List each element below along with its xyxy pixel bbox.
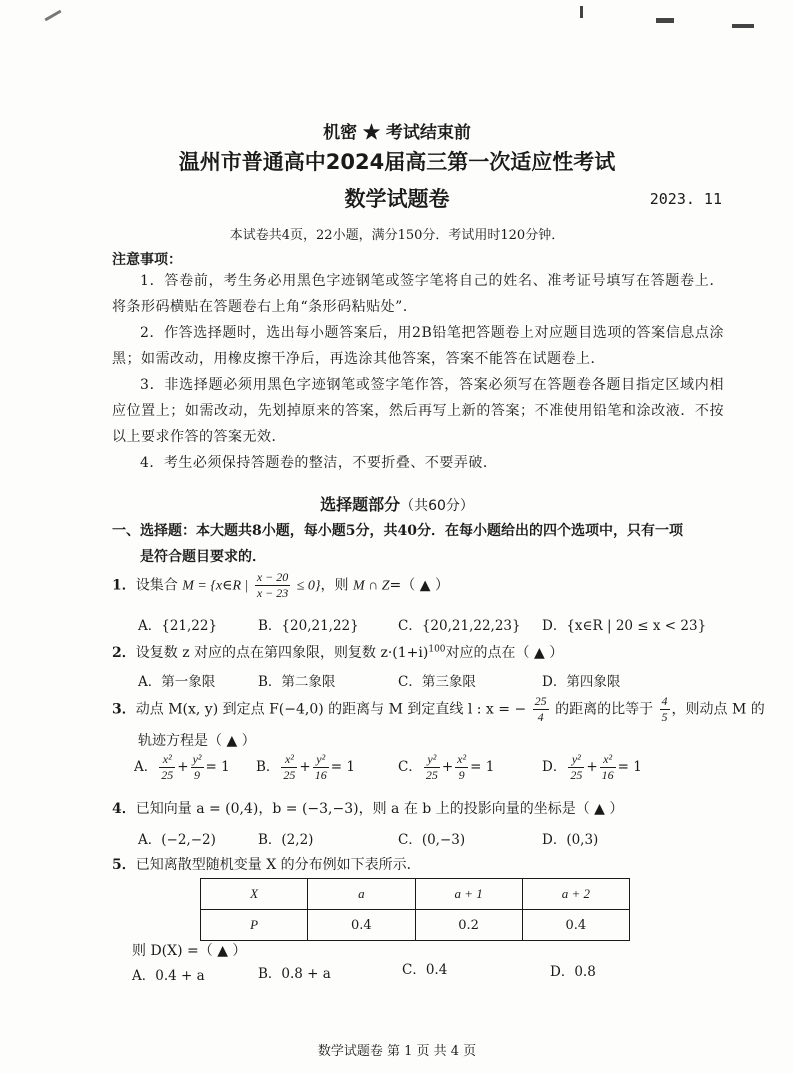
table-cell: a + 2 <box>522 879 629 910</box>
q2-option-a: A．第一象限 <box>138 674 216 690</box>
distribution-table <box>200 878 630 941</box>
q3-fraction-2 <box>660 694 670 725</box>
confidential-label: 机密 ★ 考试结束前 <box>323 123 471 143</box>
table-cell: P <box>201 910 308 941</box>
q3-b-d2: 16 <box>314 768 327 782</box>
q3-frac2-num: 4 <box>661 694 668 708</box>
q1-fraction <box>255 570 290 601</box>
q3-d-label: D． <box>542 759 567 775</box>
q3-a-n2: y² <box>192 752 202 766</box>
q3-b-n2: y² <box>313 752 329 768</box>
q3-a-frac1 <box>159 752 175 783</box>
q3-b-n1: x² <box>281 752 297 768</box>
notice-list <box>112 268 724 476</box>
scan-mark-top-center <box>580 6 583 18</box>
q3-a-label: A． <box>134 759 158 775</box>
q3-number: 3． <box>112 701 136 718</box>
q3-option-a: A． $\frac{\text{x²}}{25}$ + $\frac{\text{y²}}{9}$ = 1 <box>134 752 230 782</box>
q1-number: 1． <box>112 577 136 594</box>
table-cell: 0.4 <box>308 910 415 941</box>
scan-mark-top-right1 <box>656 18 674 23</box>
table-cell: 0.4 <box>522 910 629 941</box>
q5-option-c: C．0.4 <box>402 962 448 978</box>
q3-frac2-den: 5 <box>661 710 668 724</box>
q3-text-c: ，则动点 M 的 <box>671 701 765 718</box>
q2-power: 100 <box>428 644 446 655</box>
q5-question: 则 D(X) =（ ▲ ） <box>132 943 247 959</box>
q5-number: 5． <box>112 857 136 873</box>
q3-d-frac2 <box>600 752 616 783</box>
q3-b-d1: 25 <box>283 768 296 782</box>
question-1 <box>112 570 449 601</box>
q3-d-n1: y² <box>568 752 584 768</box>
question-2 <box>112 642 563 662</box>
q1-option-c: C．{20,21,22,23} <box>398 618 521 634</box>
q1-option-d: D．{x∈R | 20 ≤ x < 23} <box>542 618 707 634</box>
q3-frac1-den: 4 <box>537 710 544 724</box>
notice-item-4: 4．考生必须保持答题卷的整洁，不要折叠、不要弄破． <box>140 455 498 471</box>
q5-option-b: B．0.8 + a <box>258 966 331 982</box>
q3-b-label: B． <box>256 759 280 775</box>
q4-option-b: B．(2,2) <box>258 832 314 848</box>
q3-line-2: 轨迹方程是（ ▲ ） <box>138 733 256 749</box>
scan-mark-top-right2 <box>732 24 754 28</box>
q1-option-b: B．{20,21,22} <box>258 618 359 634</box>
exam-subtitle: 数学试题卷 <box>344 187 450 211</box>
page-footer: 数学试题卷 第 1 页 共 4 页 <box>317 1044 477 1059</box>
q3-d-d1: 25 <box>570 768 583 782</box>
q1-option-a: A．{21,22} <box>138 618 218 634</box>
table-cell: a <box>308 879 415 910</box>
q1-set-rhs: ≤ 0} <box>296 578 321 594</box>
exam-title: 温州市普通高中2024届高三第一次适应性考试 <box>178 150 616 174</box>
q3-a-frac2 <box>191 752 204 783</box>
q5-option-d: D．0.8 <box>550 964 596 980</box>
table-cell: 0.2 <box>415 910 522 941</box>
q1-tail: =（ ▲ ） <box>389 577 449 594</box>
q3-fraction-1 <box>533 694 549 725</box>
q2-option-c: C．第三象限 <box>398 674 476 690</box>
q3-d-frac1 <box>568 752 584 783</box>
exam-intro: 本试卷共4页，22小题，满分150分．考试用时120分钟． <box>229 228 565 243</box>
q3-text-b: 的距离的比等于 <box>555 701 654 718</box>
section-instruction-2: 是符合题目要求的． <box>140 549 266 565</box>
q3-a-rhs: = 1 <box>205 759 230 775</box>
q3-c-frac2 <box>455 752 468 783</box>
q1-frac-num: x − 20 <box>256 570 289 584</box>
question-5 <box>112 854 421 874</box>
q3-a-d1: 25 <box>161 768 174 782</box>
notice-heading: 注意事项： <box>112 252 182 268</box>
question-3 <box>112 694 765 725</box>
section-instruction-1: 一、选择题：本大题共8小题，每小题5分，共40分．在每小题给出的四个选项中，只有一项 <box>112 523 683 539</box>
q3-c-rhs: = 1 <box>470 759 495 775</box>
q1-post: ，则 <box>320 577 349 594</box>
q3-b-frac2 <box>313 752 329 783</box>
notice-item-1: 1．答卷前，考生务必用黑色字迹钢笔或签字笔将自己的姓名、准考证号填写在答题卷上．将条形码横贴在答题卷右上角“条形码粘贴处”． <box>112 273 724 315</box>
q3-option-b: B． $\frac{\text{x²}}{25}$ + $\frac{\text{y²}}{16}$ = 1 <box>256 752 355 782</box>
q5-text: 已知离散型随机变量 X 的分布例如下表所示． <box>135 857 421 873</box>
exam-date: 2023. 11 <box>649 190 722 208</box>
question-4 <box>112 798 623 818</box>
q4-option-d: D．(0,3) <box>542 832 599 848</box>
q3-c-n2: x² <box>457 752 467 766</box>
q4-option-a: A．(−2,−2) <box>138 832 216 848</box>
section-title <box>0 492 794 515</box>
q1-pre: 设集合 <box>135 577 178 594</box>
scan-mark-top-left <box>44 10 61 22</box>
q3-c-n1: y² <box>424 752 440 768</box>
q1-set-lhs: M = {x∈R | <box>182 578 249 594</box>
q3-text-a: 动点 M(x, y) 到定点 F(−4,0) 的距离与 M 到定直线 l : x = − <box>135 701 527 718</box>
table-cell: X <box>201 879 308 910</box>
q3-c-d1: 25 <box>425 768 438 782</box>
q3-d-d2: 16 <box>601 768 614 782</box>
q3-option-d: D． $\frac{\text{y²}}{25}$ + $\frac{\text{x²}}{16}$ = 1 <box>542 752 642 782</box>
q4-option-c: C．(0,−3) <box>398 832 466 848</box>
section-title-text: 选择题部分 <box>320 495 401 514</box>
q4-number: 4． <box>112 801 136 817</box>
table-cell: a + 1 <box>415 879 522 910</box>
q3-c-frac1 <box>424 752 440 783</box>
q3-option-c: C． $\frac{\text{y²}}{25}$ + $\frac{\text{x²}}{9}$ = 1 <box>398 752 495 782</box>
section-points: （共60分） <box>400 498 474 514</box>
q5-option-a: A．0.4 + a <box>132 968 205 984</box>
q2-number: 2． <box>112 645 136 661</box>
q3-c-label: C． <box>398 759 422 775</box>
q3-c-d2: 9 <box>458 768 465 782</box>
q3-b-frac1 <box>281 752 297 783</box>
q3-d-rhs: = 1 <box>617 759 642 775</box>
q4-text: 已知向量 a = (0,4)，b = (−3,−3)，则 a 在 b 上的投影向量的坐标是（ ▲ ） <box>135 801 624 817</box>
q3-a-d2: 9 <box>194 768 201 782</box>
q1-frac-den: x − 23 <box>256 586 289 600</box>
q3-b-rhs: = 1 <box>330 759 355 775</box>
q2-tail: 对应的点在（ ▲ ） <box>445 645 564 661</box>
table-row <box>201 910 630 941</box>
q1-expr: M ∩ Z <box>352 578 390 594</box>
notice-item-3: 3．非选择题必须用黑色字迹钢笔或签字笔作答，答案必须写在答题卷各题目指定区域内相应位置上；如需改动，先划掉原来的答案，然后再写上新的答案；不准使用铅笔和涂改液．不按以上要求作答的答案无效． <box>112 377 724 445</box>
q3-frac1-num: 25 <box>534 694 547 708</box>
q3-a-n1: x² <box>159 752 175 768</box>
q2-text: 设复数 z 对应的点在第四象限，则复数 z·(1+i) <box>135 645 429 661</box>
notice-item-2: 2．作答选择题时，选出每小题答案后，用2B铅笔把答题卷上对应题目选项的答案信息点涂黑；如需改动，用橡皮擦干净后，再选涂其他答案，答案不能答在试题卷上． <box>112 325 724 367</box>
q2-option-b: B．第二象限 <box>258 674 336 690</box>
table-row <box>201 879 630 910</box>
q3-d-n2: x² <box>600 752 616 768</box>
q2-option-d: D．第四象限 <box>542 674 621 690</box>
